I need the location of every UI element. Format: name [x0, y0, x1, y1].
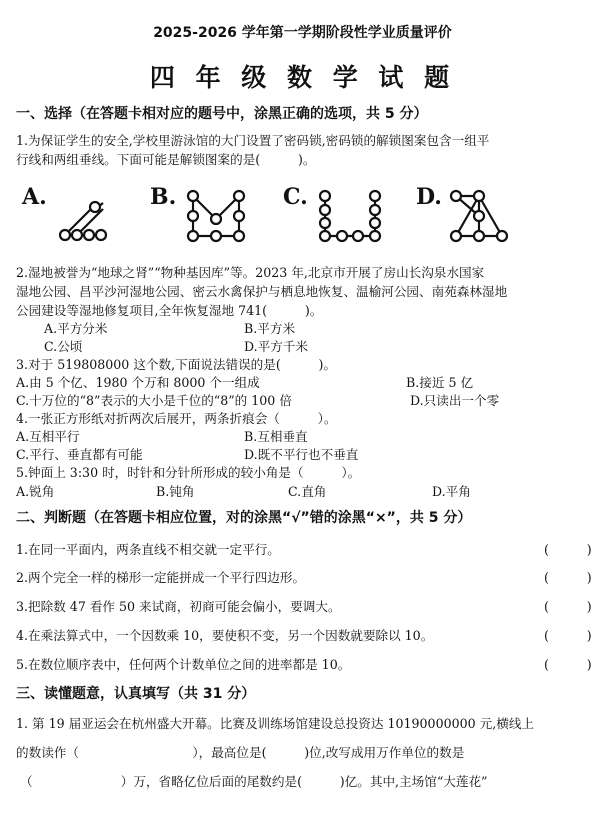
- q5-stem: 5.钟面上 3:30 时，时针和分针所形成的较小角是（ ）。: [16, 465, 361, 480]
- figure-label-b: B.: [150, 184, 177, 210]
- page-title: 四 年 级 数 学 试 题: [149, 63, 456, 92]
- unlock-pattern-c-figure: [315, 186, 385, 246]
- q4-option-a: A.互相平行: [16, 429, 80, 444]
- q5-option-a: A.锐角: [16, 484, 55, 499]
- q5-option-b: B.钝角: [156, 484, 195, 499]
- judge-item-1: 1.在同一平面内，两条直线不相交就一定平行。: [16, 542, 280, 557]
- q3-stem: 3.对于 519808000 这个数,下面说法错误的是( )。: [16, 357, 337, 372]
- judge-answer-blank-4[interactable]: ( ): [544, 628, 592, 643]
- q2-line2: 湿地公园、昌平沙河湿地公园、密云水禽保护与栖息地恢复、温榆河公园、南苑森林湿地: [16, 284, 508, 299]
- q2-line3: 公园建设等湿地修复项目,全年恢复湿地 741( )。: [16, 303, 323, 318]
- q2-option-b: B.平方米: [244, 321, 296, 336]
- judge-answer-blank-5[interactable]: ( ): [544, 657, 592, 672]
- q2-option-a: A.平方分米: [44, 321, 108, 336]
- q1-line1: 1.为保证学生的安全,学校里游泳馆的大门设置了密码锁,密码锁的解锁图案包含一组平: [16, 133, 490, 148]
- judge-answer-blank-2[interactable]: ( ): [544, 570, 592, 585]
- fill-q1-line3: （ ）万，省略亿位后面的尾数约是( )亿。其中,主场馆“大莲花”: [20, 774, 488, 789]
- q2-line1: 2.湿地被誉为“地球之肾”“物种基因库”等。2023 年,北京市开展了房山长沟泉水国家: [16, 265, 485, 280]
- judge-item-3: 3.把除数 47 看作 50 来试商，初商可能会偏小，要调大。: [16, 599, 341, 614]
- section1-heading: 一、选择（在答题卡相对应的题号中，涂黑正确的选项，共 5 分）: [16, 106, 428, 122]
- q3-option-b: B.接近 5 亿: [406, 375, 474, 390]
- figure-label-d: D.: [416, 184, 442, 210]
- q3-option-a: A.由 5 个亿、1980 个万和 8000 个一组成: [16, 375, 260, 390]
- judge-answer-blank-3[interactable]: ( ): [544, 599, 592, 614]
- q3-option-d: D.只读出一个零: [410, 393, 500, 408]
- q4-option-d: D.既不平行也不垂直: [244, 447, 359, 462]
- unlock-pattern-b-figure: [183, 186, 249, 246]
- fill-q1-line2: 的数读作（ ），最高位是( )位,改写成用万作单位的数是: [16, 745, 465, 760]
- q3-option-c: C.十万位的“8”表示的大小是千位的“8”的 100 倍: [16, 393, 292, 408]
- judge-item-4: 4.在乘法算式中，一个因数乘 10，要使积不变，另一个因数就要除以 10。: [16, 628, 434, 643]
- q4-option-c: C.平行、垂直都有可能: [16, 447, 143, 462]
- q4-stem: 4.一张正方形纸对折两次后展开，两条折痕会（ ）。: [16, 411, 337, 426]
- q5-option-d: D.平角: [432, 484, 471, 499]
- exam-header-line: 2025-2026 学年第一学期阶段性学业质量评价: [153, 25, 452, 41]
- judge-item-5: 5.在数位顺序表中，任何两个计数单位之间的进率都是 10。: [16, 657, 351, 672]
- judge-item-2: 2.两个完全一样的梯形一定能拼成一个平行四边形。: [16, 570, 306, 585]
- unlock-pattern-d-figure: [446, 186, 512, 246]
- q1-line2: 行线和两组垂线。下面可能是解锁图案的是( )。: [16, 152, 316, 167]
- unlock-pattern-a-figure: [55, 195, 115, 245]
- judge-answer-blank-1[interactable]: ( ): [544, 542, 592, 557]
- section3-heading: 三、读懂题意，认真填写（共 31 分）: [16, 686, 256, 702]
- q2-option-d: D.平方千米: [244, 339, 309, 354]
- fill-q1-line1: 1. 第 19 届亚运会在杭州盛大开幕。比赛及训练场馆建设总投资达 10190000000 元,横线上: [16, 716, 535, 731]
- q2-option-c: C.公顷: [44, 339, 83, 354]
- q4-option-b: B.互相垂直: [244, 429, 308, 444]
- figure-label-a: A.: [22, 184, 47, 210]
- figure-label-c: C.: [283, 184, 308, 210]
- section2-heading: 二、判断题（在答题卡相应位置，对的涂黑“√”错的涂黑“×”，共 5 分）: [16, 510, 472, 526]
- q5-option-c: C.直角: [288, 484, 327, 499]
